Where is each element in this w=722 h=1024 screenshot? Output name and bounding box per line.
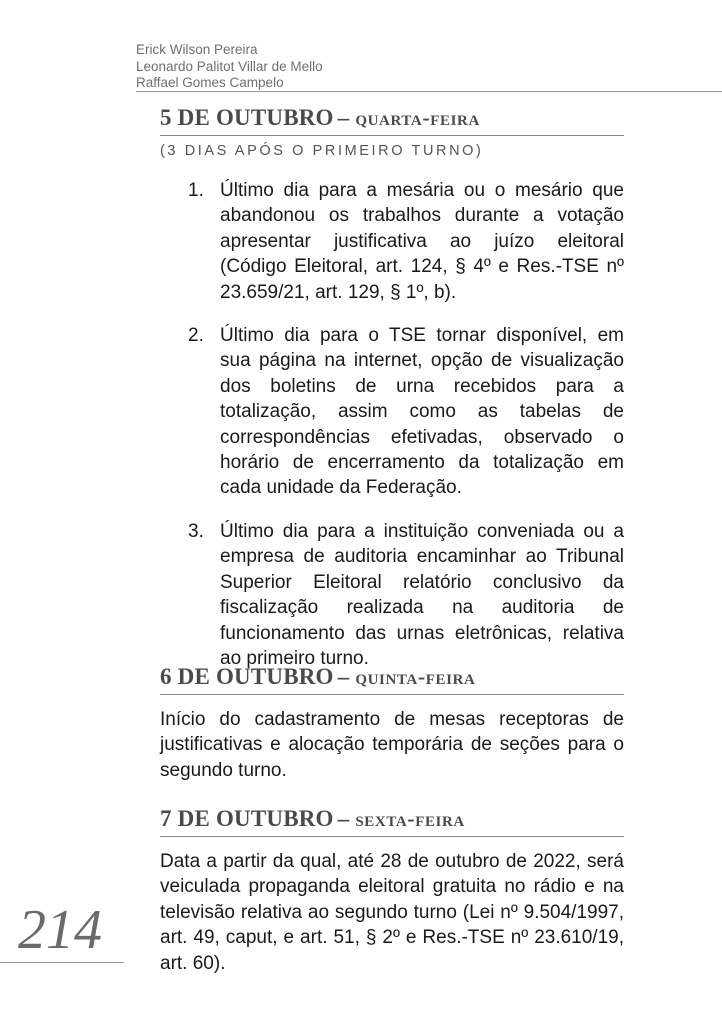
date-section-oct-7 <box>160 805 624 976</box>
author-name: Leonardo Palitot Villar de Mello <box>136 58 323 74</box>
date-section-oct-5 <box>160 104 624 689</box>
heading-weekday: quarta-feira <box>355 105 480 130</box>
heading-rule <box>160 135 624 136</box>
date-section-oct-6 <box>160 663 624 783</box>
item-text: Último dia para o TSE tornar disponível, em sua página na internet, opção de visualização dos boletins de urna recebidos para a totalização, assim como as tabelas de correspondências efetivadas, observado o horário de encerramento da totalização em cada unidade da Federação. <box>220 325 624 499</box>
list-item <box>160 178 624 305</box>
heading-date: 5 DE OUTUBRO <box>160 105 334 130</box>
heading-dash: – <box>337 664 350 689</box>
item-text: Último dia para a instituição conveniada ou a empresa de auditoria encaminhar ao Tribunal Superior Eleitoral relatório conclusivo da fiscalização realizada na auditoria de funcionamento das urnas eletrônicas, relativa ao primeiro turno. <box>220 520 624 669</box>
page-number: 214 <box>18 899 102 961</box>
section-text: Início do cadastramento de mesas receptoras de justificativas e alocação temporária de seções para o segundo turno. <box>160 709 624 781</box>
heading-rule <box>160 694 624 695</box>
section-heading <box>160 805 624 833</box>
section-heading <box>160 104 624 132</box>
heading-weekday: quinta-feira <box>355 664 476 689</box>
item-number: 2. <box>188 325 204 347</box>
author-name: Raffael Gomes Campelo <box>136 75 284 90</box>
item-number: 3. <box>188 520 204 542</box>
section-subheading: (3 DIAS APÓS O PRIMEIRO TURNO) <box>160 143 484 159</box>
author-name: Erick Wilson Pereira <box>136 42 258 57</box>
item-list <box>160 178 624 671</box>
heading-weekday: sexta-feira <box>355 806 465 831</box>
page-number-rule <box>0 962 124 963</box>
heading-dash: – <box>337 806 350 831</box>
list-item <box>160 519 624 671</box>
section-text: Data a partir da qual, até 28 de outubro de 2022, será veiculada propaganda eleitoral gratuita no rádio e na televisão relativa ao segundo turno (Lei nº 9.504/1997, art. 49, caput, e art. 51, § 2º e Res.-TSE nº 23.610/19, art. 60). <box>160 851 624 974</box>
heading-dash: – <box>337 105 350 130</box>
heading-date: 6 DE OUTUBRO <box>160 664 334 689</box>
list-item <box>160 323 624 501</box>
item-number: 1. <box>188 180 204 201</box>
heading-date: 7 DE OUTUBRO <box>160 806 334 831</box>
item-text: Último dia para a mesária ou o mesário que abandonou os trabalhos durante a votação apresentar justificativa ao juízo eleitoral (Código Eleitoral, art. 124, § 4º e Res.-TSE nº 23.659/21, art. 129, § 1º, b). <box>220 180 624 303</box>
section-heading <box>160 663 624 691</box>
header-divider <box>136 91 722 92</box>
heading-rule <box>160 836 624 837</box>
running-header-authors <box>136 42 323 92</box>
